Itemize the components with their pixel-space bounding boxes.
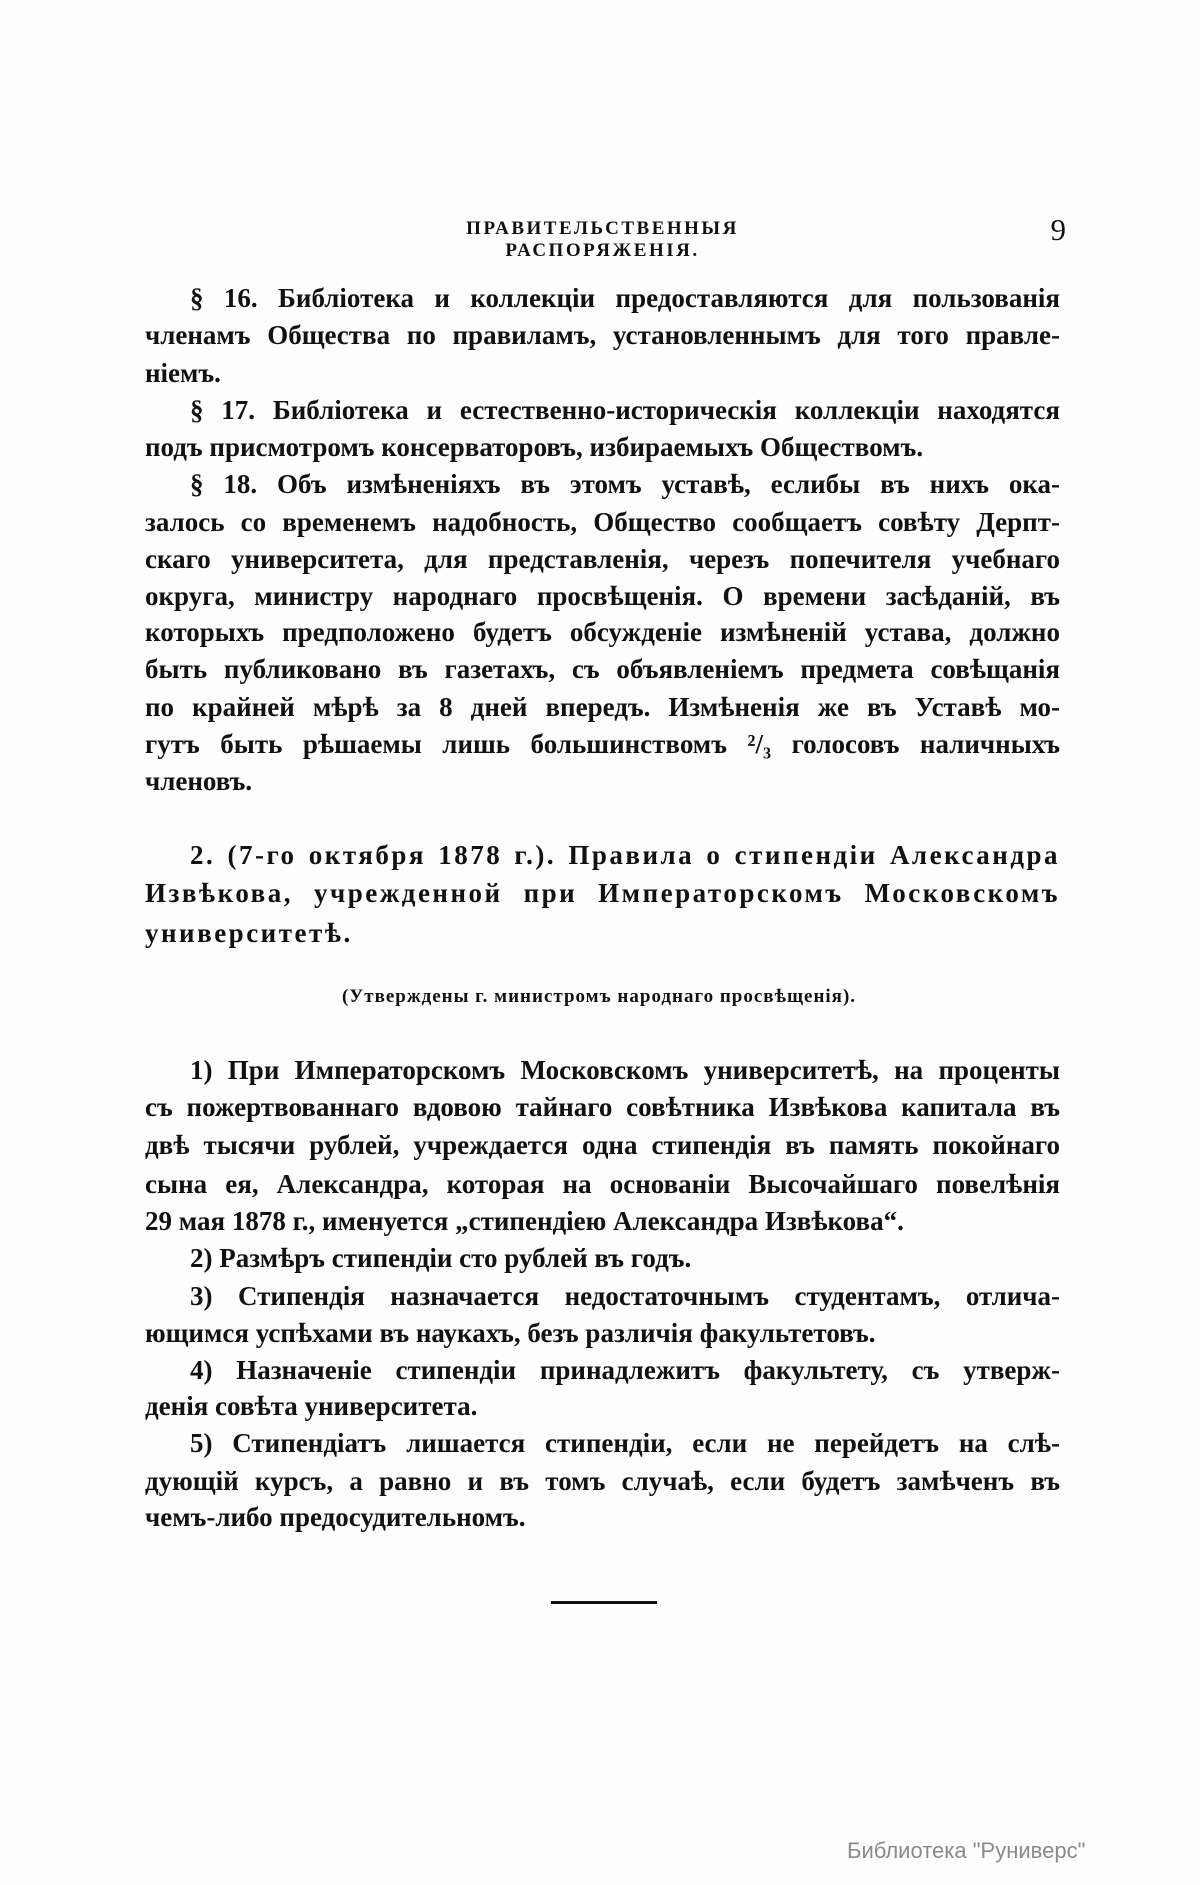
rule-1-line: 29 мая 1878 г., именуется „стипендіею Александра Извѣкова“. [145,1206,904,1236]
section-2-title-line: 2. (7-го октября 1878 г.). Правила о стипендіи Александра [190,840,1060,870]
rule-4-line: 4) Назначеніе стипендіи принадлежитъ факультету, съ утверж- [190,1355,1060,1385]
rule-1-line: 1) При Императорскомъ Московскомъ университетѣ, на проценты [190,1055,1060,1085]
rule-4-line: денія совѣта университета. [145,1391,478,1421]
para-18-line: по крайней мѣрѣ за 8 дней впередъ. Измѣненія же въ Уставѣ мо- [145,692,1060,722]
rule-1-line: съ пожертвованнаго вдовою тайнаго совѣтника Извѣкова капитала въ [145,1092,1060,1122]
para-16-line: § 16. Библіотека и коллекціи предоставляются для пользованія [190,283,1060,313]
end-rule [551,1601,657,1604]
para-18-line: § 18. Объ измѣненіяхъ въ этомъ уставѣ, еслибы въ нихъ ока- [190,469,1060,499]
para-18-line: быть публиковано въ газетахъ, съ объявленіемъ предмета совѣщанія [145,654,1060,684]
library-watermark: Библиотека "Руниверс" [847,1838,1086,1863]
rule-2-line: 2) Размѣръ стипендіи сто рублей въ годъ. [190,1243,692,1273]
para-18-line: членовъ. [145,766,253,796]
section-2-title-line: Извѣкова, учрежденной при Императорскомъ Московскомъ [145,878,1060,908]
page-number: 9 [1050,212,1066,247]
para-17-line: § 17. Библіотека и естественно-историческія коллекціи находятся [190,395,1060,425]
rule-1-line: сына ея, Александра, которая на основаніи Высочайшаго повелѣнія [145,1169,1060,1199]
para-16-line: членамъ Общества по правиламъ, установленнымъ для того правле- [145,320,1060,350]
para-18-line: скаго университета, для представленія, черезъ попечителя учебнаго [145,544,1060,574]
rule-3-line: ющимся успѣхами въ наукахъ, безъ различія факультетовъ. [145,1318,876,1348]
para-17-line: подъ присмотромъ консерваторовъ, избираемыхъ Обществомъ. [145,432,924,462]
para-18-line: гутъ быть рѣшаемы лишь большинствомъ ²/₃ голосовъ наличныхъ [145,729,1060,759]
rule-1-line: двѣ тысячи рублей, учреждается одна стипендія въ память покойнаго [145,1130,1060,1160]
para-16-line: ніемъ. [145,358,221,388]
para-18-line: залось со временемъ надобность, Общество сообщаетъ совѣту Дерпт- [145,507,1060,537]
para-18-line: которыхъ предположено будетъ обсужденіе измѣненій устава, должно [145,617,1060,647]
rule-5-line: дующій курсъ, а равно и въ томъ случаѣ, если будетъ замѣченъ въ [145,1466,1060,1496]
approval-note: (Утверждены г. министромъ народнаго просвѣщенія). [341,986,857,1007]
rule-5-line: 5) Стипендіатъ лишается стипендіи, если не перейдетъ на слѣ- [190,1428,1060,1458]
running-title: ПРАВИТЕЛЬСТВЕННЫЯ РАСПОРЯЖЕНІЯ. [466,218,739,261]
rule-5-line: чемъ-либо предосудительномъ. [145,1502,526,1532]
para-18-line: округа, министру народнаго просвѣщенія. О времени засѣданій, въ [145,581,1060,611]
section-2-title-line: университетѣ. [145,918,353,948]
rule-3-line: 3) Стипендія назначается недостаточнымъ студентамъ, отлича- [190,1281,1060,1311]
